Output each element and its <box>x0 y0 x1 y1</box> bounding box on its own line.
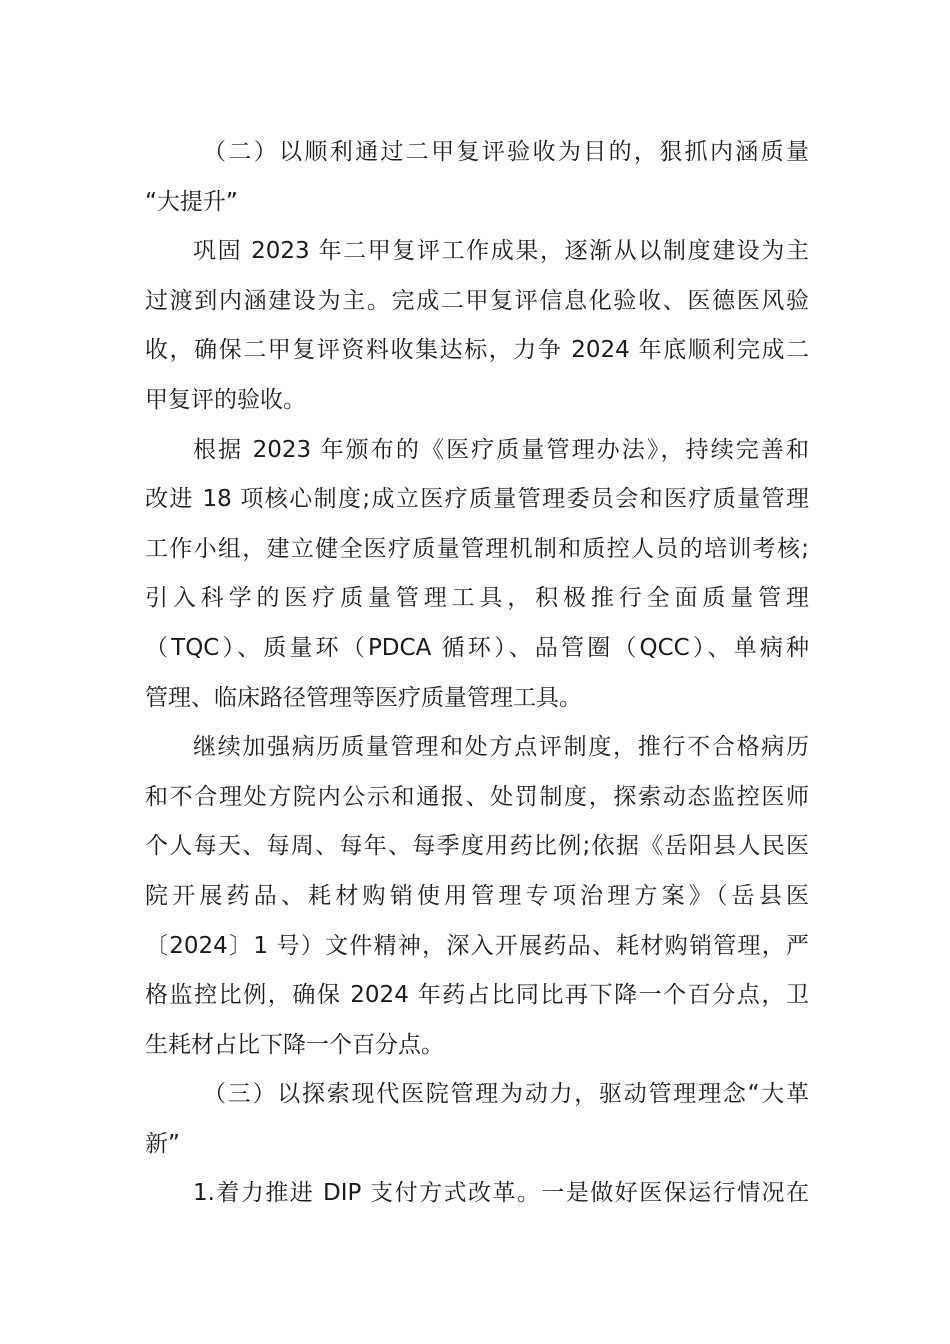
section-heading-3-continued: 新” <box>145 1130 180 1157</box>
section-heading-3: （三）以探索现代医院管理为动力，驱动管理理念“大革 <box>203 1081 809 1108</box>
paragraph-line: 巩固 2023 年二甲复评工作成果，逐渐从以制度建设为主 <box>193 238 809 265</box>
paragraph-line: 过渡到内涵建设为主。完成二甲复评信息化验收、医德医风验 <box>145 287 809 314</box>
document-body <box>145 128 809 1219</box>
paragraph-line: 格监控比例，确保 2024 年药占比同比再下降一个百分点，卫 <box>145 982 809 1009</box>
paragraph-line: 收，确保二甲复评资料收集达标，力争 2024 年底顺利完成二 <box>145 337 809 364</box>
paragraph-line: 继续加强病历质量管理和处方点评制度，推行不合格病历 <box>193 734 809 761</box>
paragraph-line: 甲复评的验收。 <box>145 386 306 413</box>
section-heading-2-continued: “大提升” <box>145 188 238 215</box>
paragraph-line: 个人每天、每周、每年、每季度用药比例;依据《岳阳县人民医 <box>145 833 809 860</box>
paragraph-line: 工作小组，建立健全医疗质量管理机制和质控人员的培训考核; <box>145 535 809 562</box>
section-heading-2: （二）以顺利通过二甲复评验收为目的，狠抓内涵质量 <box>203 139 809 165</box>
paragraph-line: 〔2024〕1 号）文件精神，深入开展药品、耗材购销管理，严 <box>145 932 809 959</box>
paragraph-line: 1.着力推进 DIP 支付方式改革。一是做好医保运行情况在 <box>193 1180 809 1207</box>
paragraph-line: 和不合理处方院内公示和通报、处罚制度，探索动态监控医师 <box>145 783 809 810</box>
paragraph-line: 引入科学的医疗质量管理工具，积极推行全面质量管理 <box>145 585 809 612</box>
paragraph-line: 院开展药品、耗材购销使用管理专项治理方案》（岳县医 <box>145 882 809 909</box>
paragraph-line: （TQC）、质量环（PDCA 循环）、品管圈（QCC）、单病种 <box>145 634 809 661</box>
paragraph-line: 改进 18 项核心制度;成立医疗质量管理委员会和医疗质量管理 <box>145 486 809 513</box>
paragraph-line: 管理、临床路径管理等医疗质量管理工具。 <box>145 684 582 711</box>
paragraph-line: 根据 2023 年颁布的《医疗质量管理办法》，持续完善和 <box>193 436 809 463</box>
paragraph-line: 生耗材占比下降一个百分点。 <box>145 1031 444 1058</box>
